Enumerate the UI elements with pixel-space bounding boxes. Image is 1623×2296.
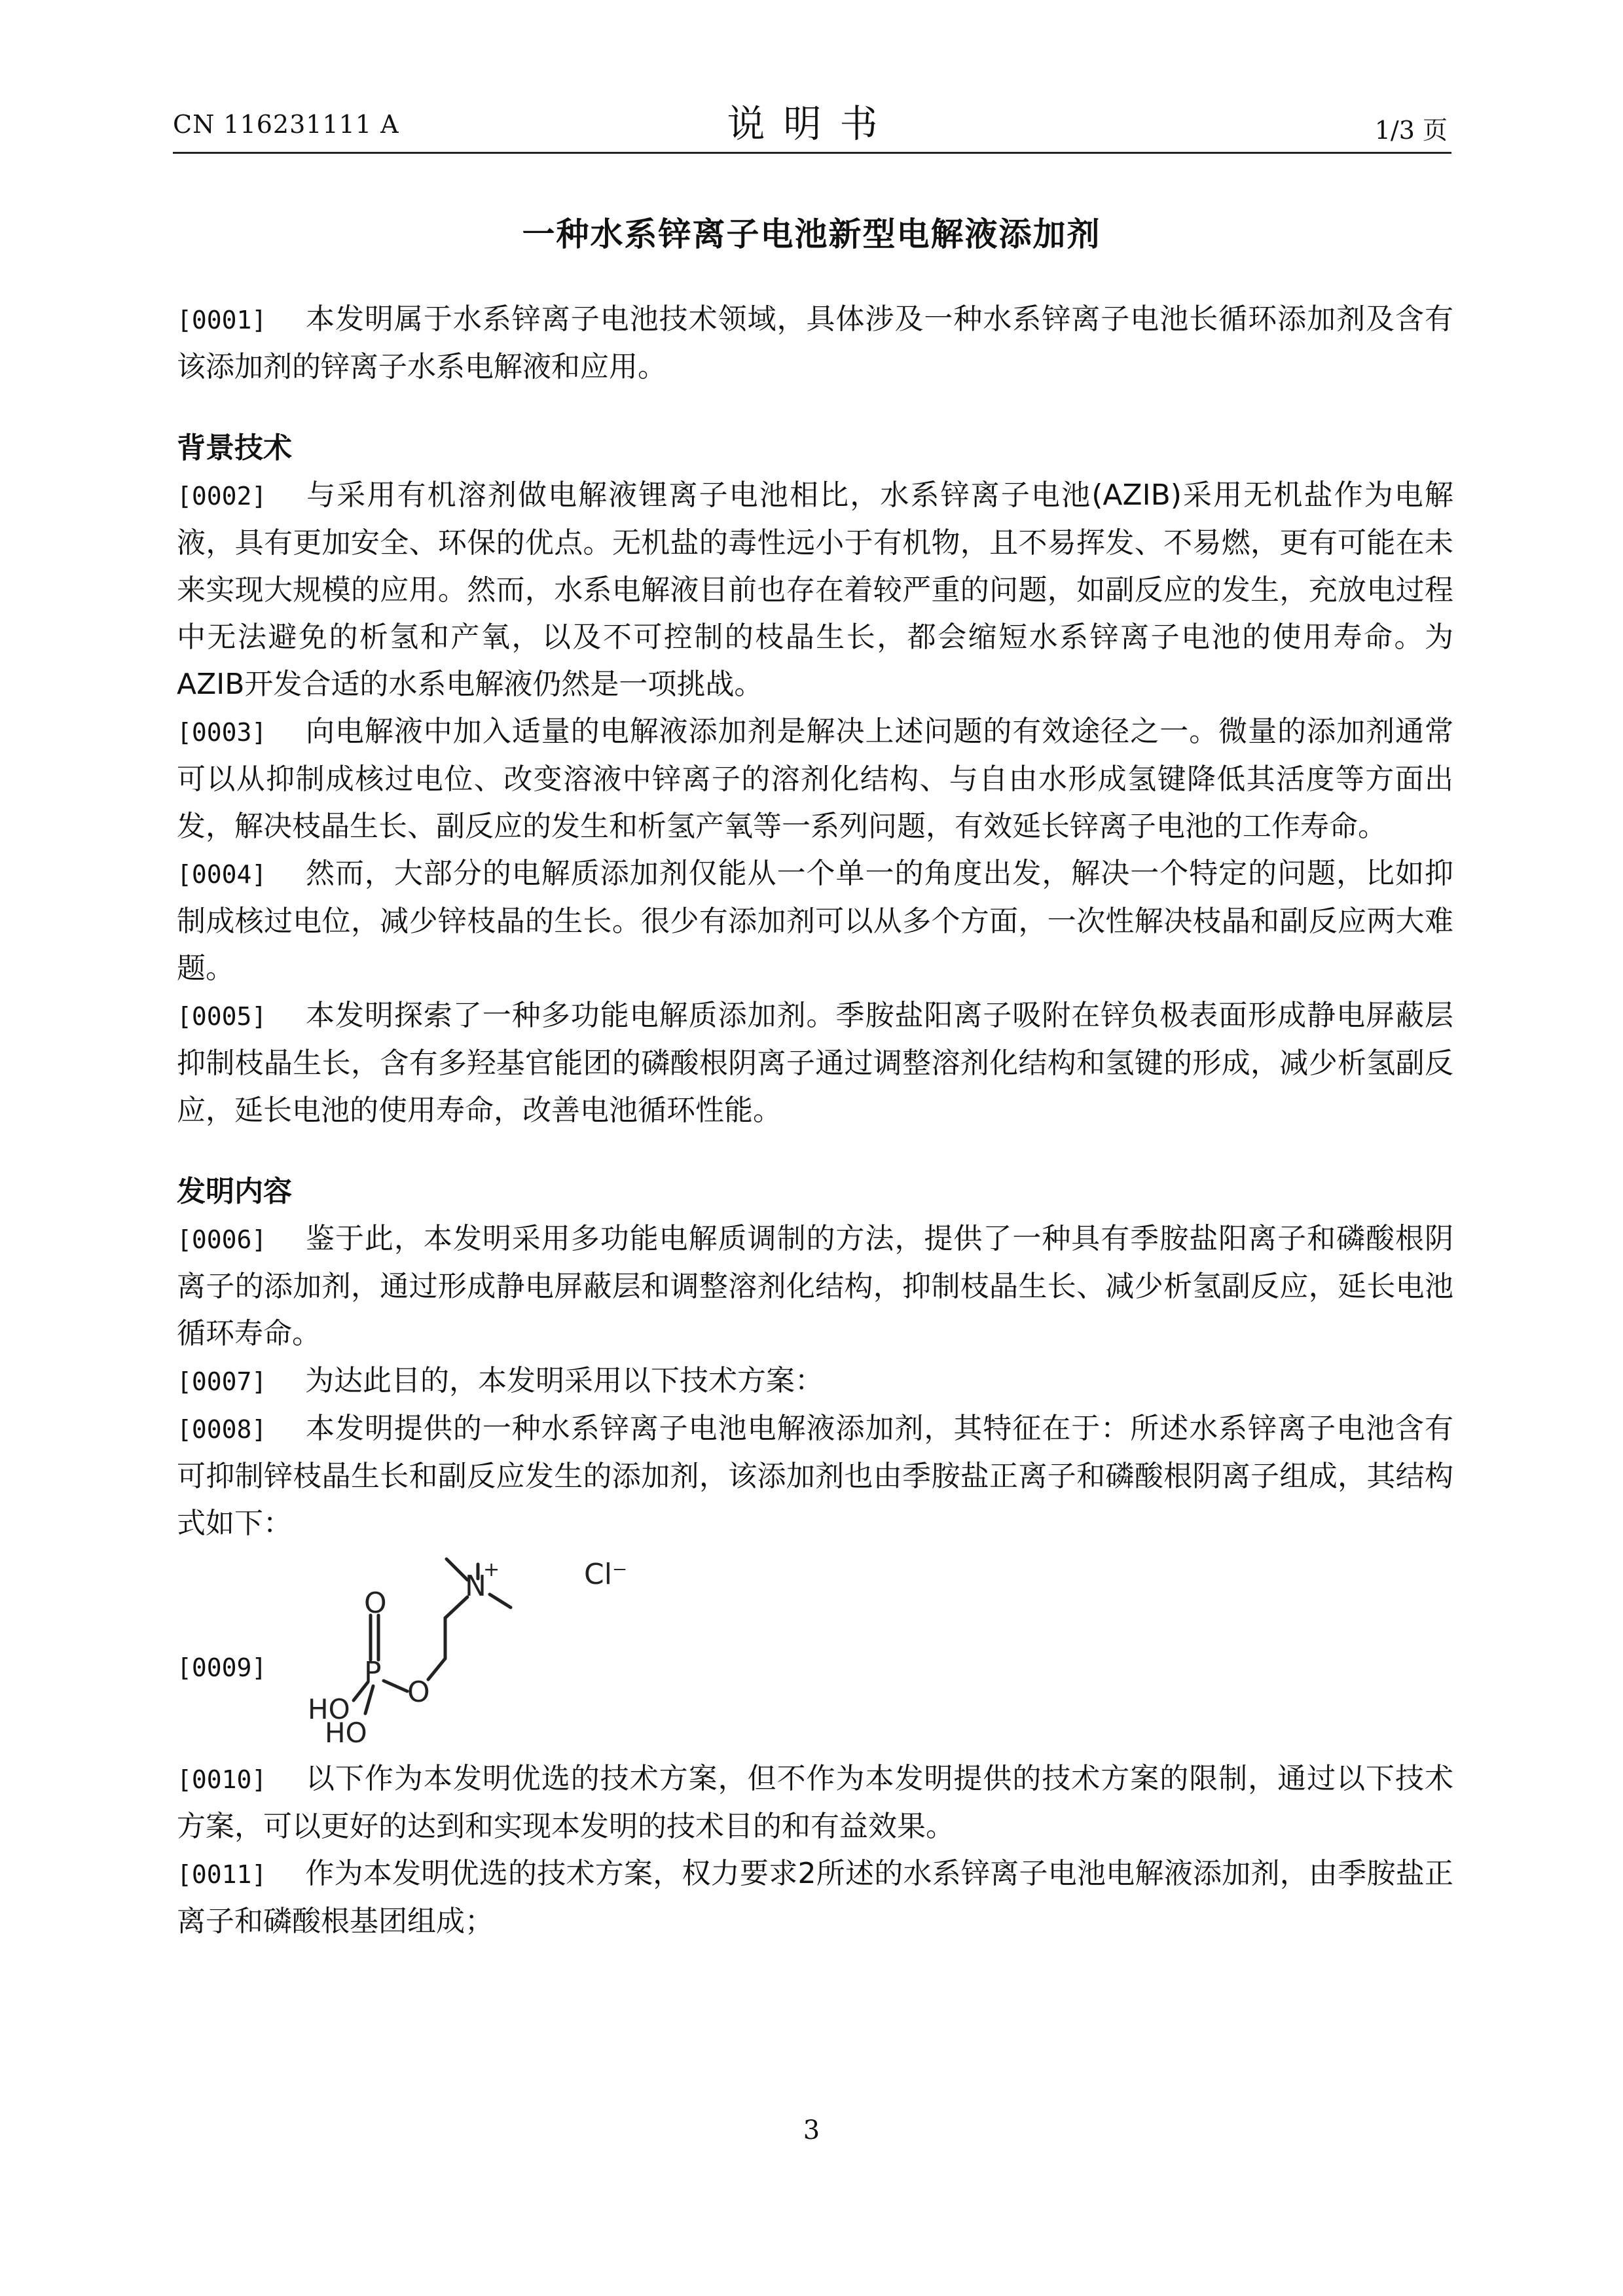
paragraph-number: [0009]	[177, 1653, 267, 1682]
positive-charge: +	[483, 1558, 500, 1581]
p-oh-bond	[365, 1686, 373, 1713]
patent-number: CN 116231111 A	[173, 110, 399, 139]
paragraph-text: 与采用有机溶剂做电解液锂离子电池相比，水系锌离子电池(AZIB)采用无机盐作为电解液，具有更加安全、环保的优点。无机盐的毒性远小于有机物，且不易挥发、不易燃，更有可能在未来实现大规模的应用。然而，水系电解液目前也存在着较严重的问题，如副反应的发生，充放电过程中无法避免的析氢和产氧，以及不可控制的枝晶生长，都会缩短水系锌离子电池的使用寿命。为AZIB开发合适的水系电解液仍然是一项挑战。	[177, 478, 1453, 701]
document-title: 一种水系锌离子电池新型电解液添加剂	[522, 215, 1101, 253]
paragraph-0003	[177, 708, 1453, 850]
paragraph-number: [0011]	[177, 1860, 267, 1889]
nitrogen-atom: N	[465, 1570, 486, 1603]
oxo-oxygen: O	[364, 1587, 387, 1620]
phosphorus-atom: P	[364, 1656, 382, 1689]
document-body	[177, 296, 1453, 1945]
paragraph-number: [0003]	[177, 718, 267, 747]
paragraph-number: [0005]	[177, 1002, 267, 1031]
paragraph-0001	[177, 296, 1453, 391]
paragraph-0005	[177, 992, 1453, 1134]
section-title: 说明书	[727, 101, 896, 146]
paragraph-0011	[177, 1850, 1453, 1945]
paragraph-number: [0004]	[177, 860, 267, 889]
n-ch2-bond	[445, 1597, 467, 1618]
heading-background: 背景技术	[177, 431, 292, 465]
ch2-o-bond	[428, 1659, 445, 1679]
paragraph-text: 本发明属于水系锌离子电池技术领域，具体涉及一种水系锌离子电池长循环添加剂及含有该添加剂的锌离子水系电解液和应用。	[177, 302, 1453, 384]
paragraph-text: 然而，大部分的电解质添加剂仅能从一个单一的角度出发，解决一个特定的问题，比如抑制成核过电位，减少锌枝晶的生长。很少有添加剂可以从多个方面，一次性解决枝晶和副反应两大难题。	[177, 857, 1453, 985]
paragraph-text: 本发明探索了一种多功能电解质添加剂。季胺盐阳离子吸附在锌负极表面形成静电屏蔽层抑制枝晶生长，含有多羟基官能团的磷酸根阴离子通过调整溶剂化结构和氢键的形成，减少析氢副反应，延长电池的使用寿命，改善电池循环性能。	[177, 999, 1453, 1127]
heading-invention: 发明内容	[177, 1175, 292, 1208]
paragraph-number: [0002]	[177, 482, 267, 511]
paragraph-0007	[177, 1357, 1453, 1405]
paragraph-0010	[177, 1755, 1453, 1850]
page-number: 3	[803, 2115, 820, 2145]
page-indicator: 1/3 页	[1374, 116, 1448, 145]
chemical-structure	[300, 1542, 666, 1751]
paragraph-0006	[177, 1215, 1453, 1357]
paragraph-number: [0007]	[177, 1367, 267, 1396]
chloride-ion: Cl⁻	[584, 1558, 628, 1591]
hydroxyl-group: HO	[325, 1717, 367, 1749]
paragraph-number: [0008]	[177, 1415, 267, 1444]
paragraph-text: 为达此目的，本发明采用以下技术方案：	[305, 1364, 824, 1397]
paragraph-0002	[177, 472, 1453, 708]
paragraph-text: 向电解液中加入适量的电解液添加剂是解决上述问题的有效途径之一。微量的添加剂通常可以从抑制成核过电位、改变溶液中锌离子的溶剂化结构、与自由水形成氢键降低其活度等方面出发，解决枝晶生长、副反应的发生和析氢产氧等一系列问题，有效延长锌离子电池的工作寿命。	[177, 715, 1453, 843]
paragraph-number: [0006]	[177, 1225, 267, 1254]
header-divider	[173, 152, 1451, 154]
paragraph-text: 以下作为本发明优选的技术方案，但不作为本发明提供的技术方案的限制，通过以下技术方案，可以更好的达到和实现本发明的技术目的和有益效果。	[177, 1762, 1453, 1843]
paragraph-0009	[177, 1547, 1453, 1755]
paragraph-text: 作为本发明优选的技术方案，权力要求2所述的水系锌离子电池电解液添加剂，由季胺盐正离子和磷酸根基团组成；	[177, 1857, 1453, 1938]
paragraph-text: 本发明提供的一种水系锌离子电池电解液添加剂，其特征在于：所述水系锌离子电池含有可抑制锌枝晶生长和副反应发生的添加剂，该添加剂也由季胺盐正离子和磷酸根阴离子组成，其结构式如下：	[177, 1412, 1453, 1540]
paragraph-number: [0010]	[177, 1765, 267, 1794]
paragraph-text: 鉴于此，本发明采用多功能电解质调制的方法，提供了一种具有季胺盐阳离子和磷酸根阴离子的添加剂，通过形成静电屏蔽层和调整溶剂化结构，抑制枝晶生长、减少析氢副反应，延长电池循环寿命。	[177, 1222, 1453, 1350]
ester-oxygen: O	[407, 1676, 430, 1709]
paragraph-number: [0001]	[177, 306, 267, 334]
hydroxyl-group: HO	[308, 1693, 350, 1725]
paragraph-0008	[177, 1405, 1453, 1547]
methyl-bond	[490, 1594, 511, 1607]
o-p-bond	[384, 1681, 407, 1691]
paragraph-0004	[177, 850, 1453, 992]
